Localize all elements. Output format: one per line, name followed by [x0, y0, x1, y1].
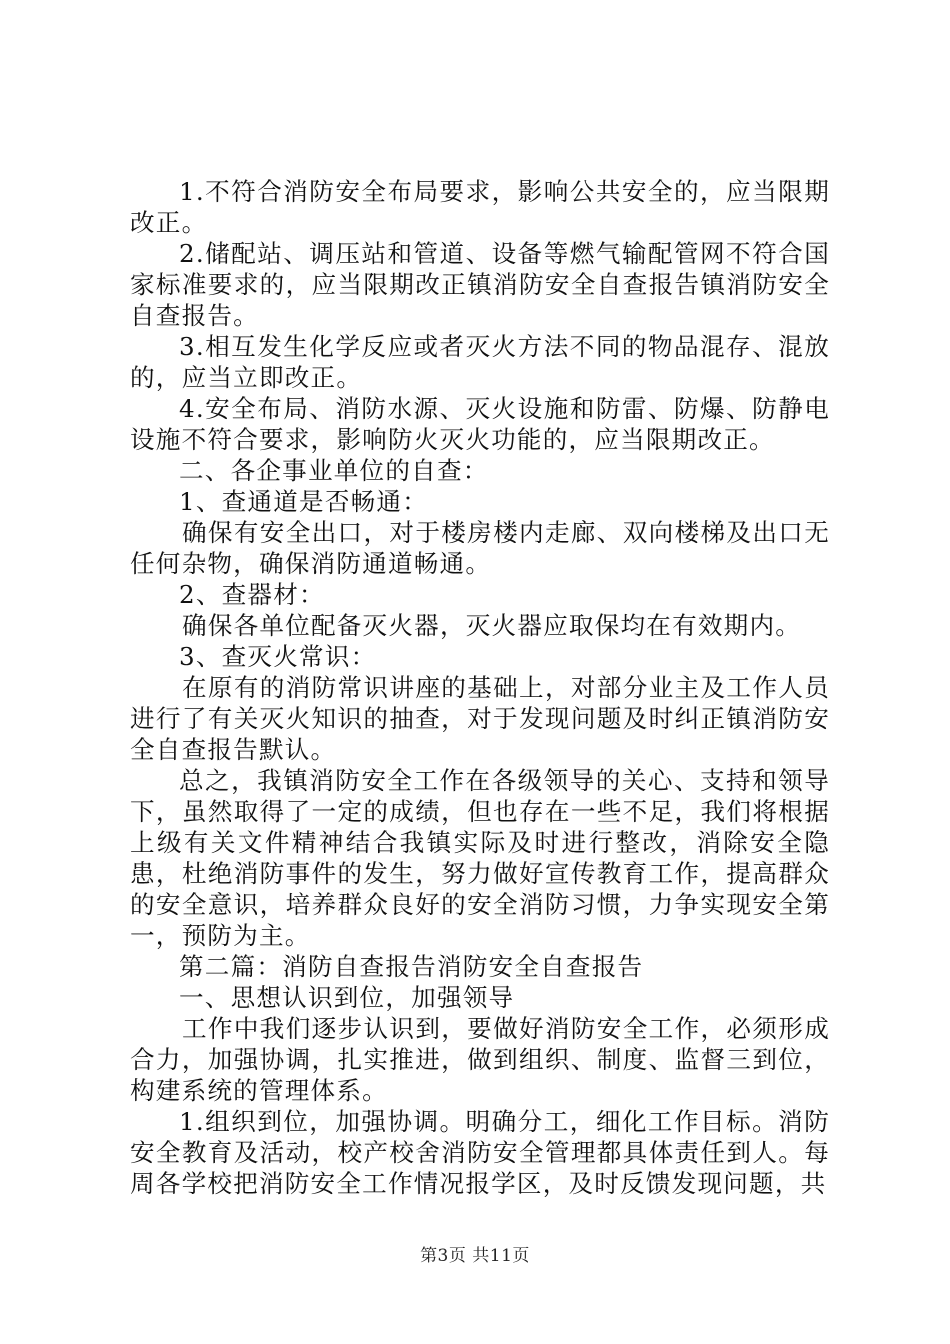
paragraph-passage: 确保有安全出口，对于楼房楼内走廊、双向楼梯及出口无任何杂物，确保消防通道畅通。	[130, 518, 830, 578]
paragraph-equipment: 确保各单位配备灭火器，灭火器应取保均在有效期内。	[182, 611, 802, 640]
section-heading-thinking: 一、思想认识到位，加强领导	[179, 983, 515, 1012]
paragraph-organization: 1.组织到位，加强协调。明确分工，细化工作目标。消防安全教育及活动，校产校舍消防安全管理都具体责任到人。每周各学校把消防安全工作情况报学区，及时反馈发现问题，共	[130, 1107, 830, 1198]
paragraph-3: 3.相互发生化学反应或者灭火方法不同的物品混存、混放的，应当立即改正。	[130, 332, 830, 392]
subheading-check-knowledge: 3、查灭火常识：	[179, 642, 377, 671]
paragraph-knowledge: 在原有的消防常识讲座的基础上，对部分业主及工作人员进行了有关灭火知识的抽查，对于发现问题及时纠正镇消防安全自查报告默认。	[130, 673, 830, 764]
page-number-footer: 第3页 共11页	[420, 1246, 530, 1266]
document-body	[130, 176, 830, 1199]
subheading-check-equipment: 2、查器材：	[179, 580, 325, 609]
paragraph-summary: 总之，我镇消防安全工作在各级领导的关心、支持和领导下，虽然取得了一定的成绩，但也存在一些不足，我们将根据上级有关文件精神结合我镇实际及时进行整改，消除安全隐患，杜绝消防事件的发生，努力做好宣传教育工作，提高群众的安全意识，培养群众良好的安全消防习惯，力争实现安全第一，预防为主。	[130, 766, 830, 950]
paragraph-system: 工作中我们逐步认识到，要做好消防安全工作，必须形成合力，加强协调，扎实推进，做到组织、制度、监督三到位，构建系统的管理体系。	[130, 1014, 830, 1105]
subheading-check-passage: 1、查通道是否畅通：	[179, 487, 428, 516]
paragraph-2: 2.储配站、调压站和管道、设备等燃气输配管网不符合国家标准要求的，应当限期改正镇消防安全自查报告镇消防安全自查报告。	[130, 239, 830, 330]
chapter-two-title: 第二篇：消防自查报告消防安全自查报告	[179, 952, 644, 981]
paragraph-4: 4.安全布局、消防水源、灭火设施和防雷、防爆、防静电设施不符合要求，影响防火灭火功能的，应当限期改正。	[130, 394, 830, 454]
section-heading-enterprise-check: 二、各企事业单位的自查：	[179, 456, 489, 485]
paragraph-1: 1.不符合消防安全布局要求，影响公共安全的，应当限期改正。	[130, 177, 830, 237]
